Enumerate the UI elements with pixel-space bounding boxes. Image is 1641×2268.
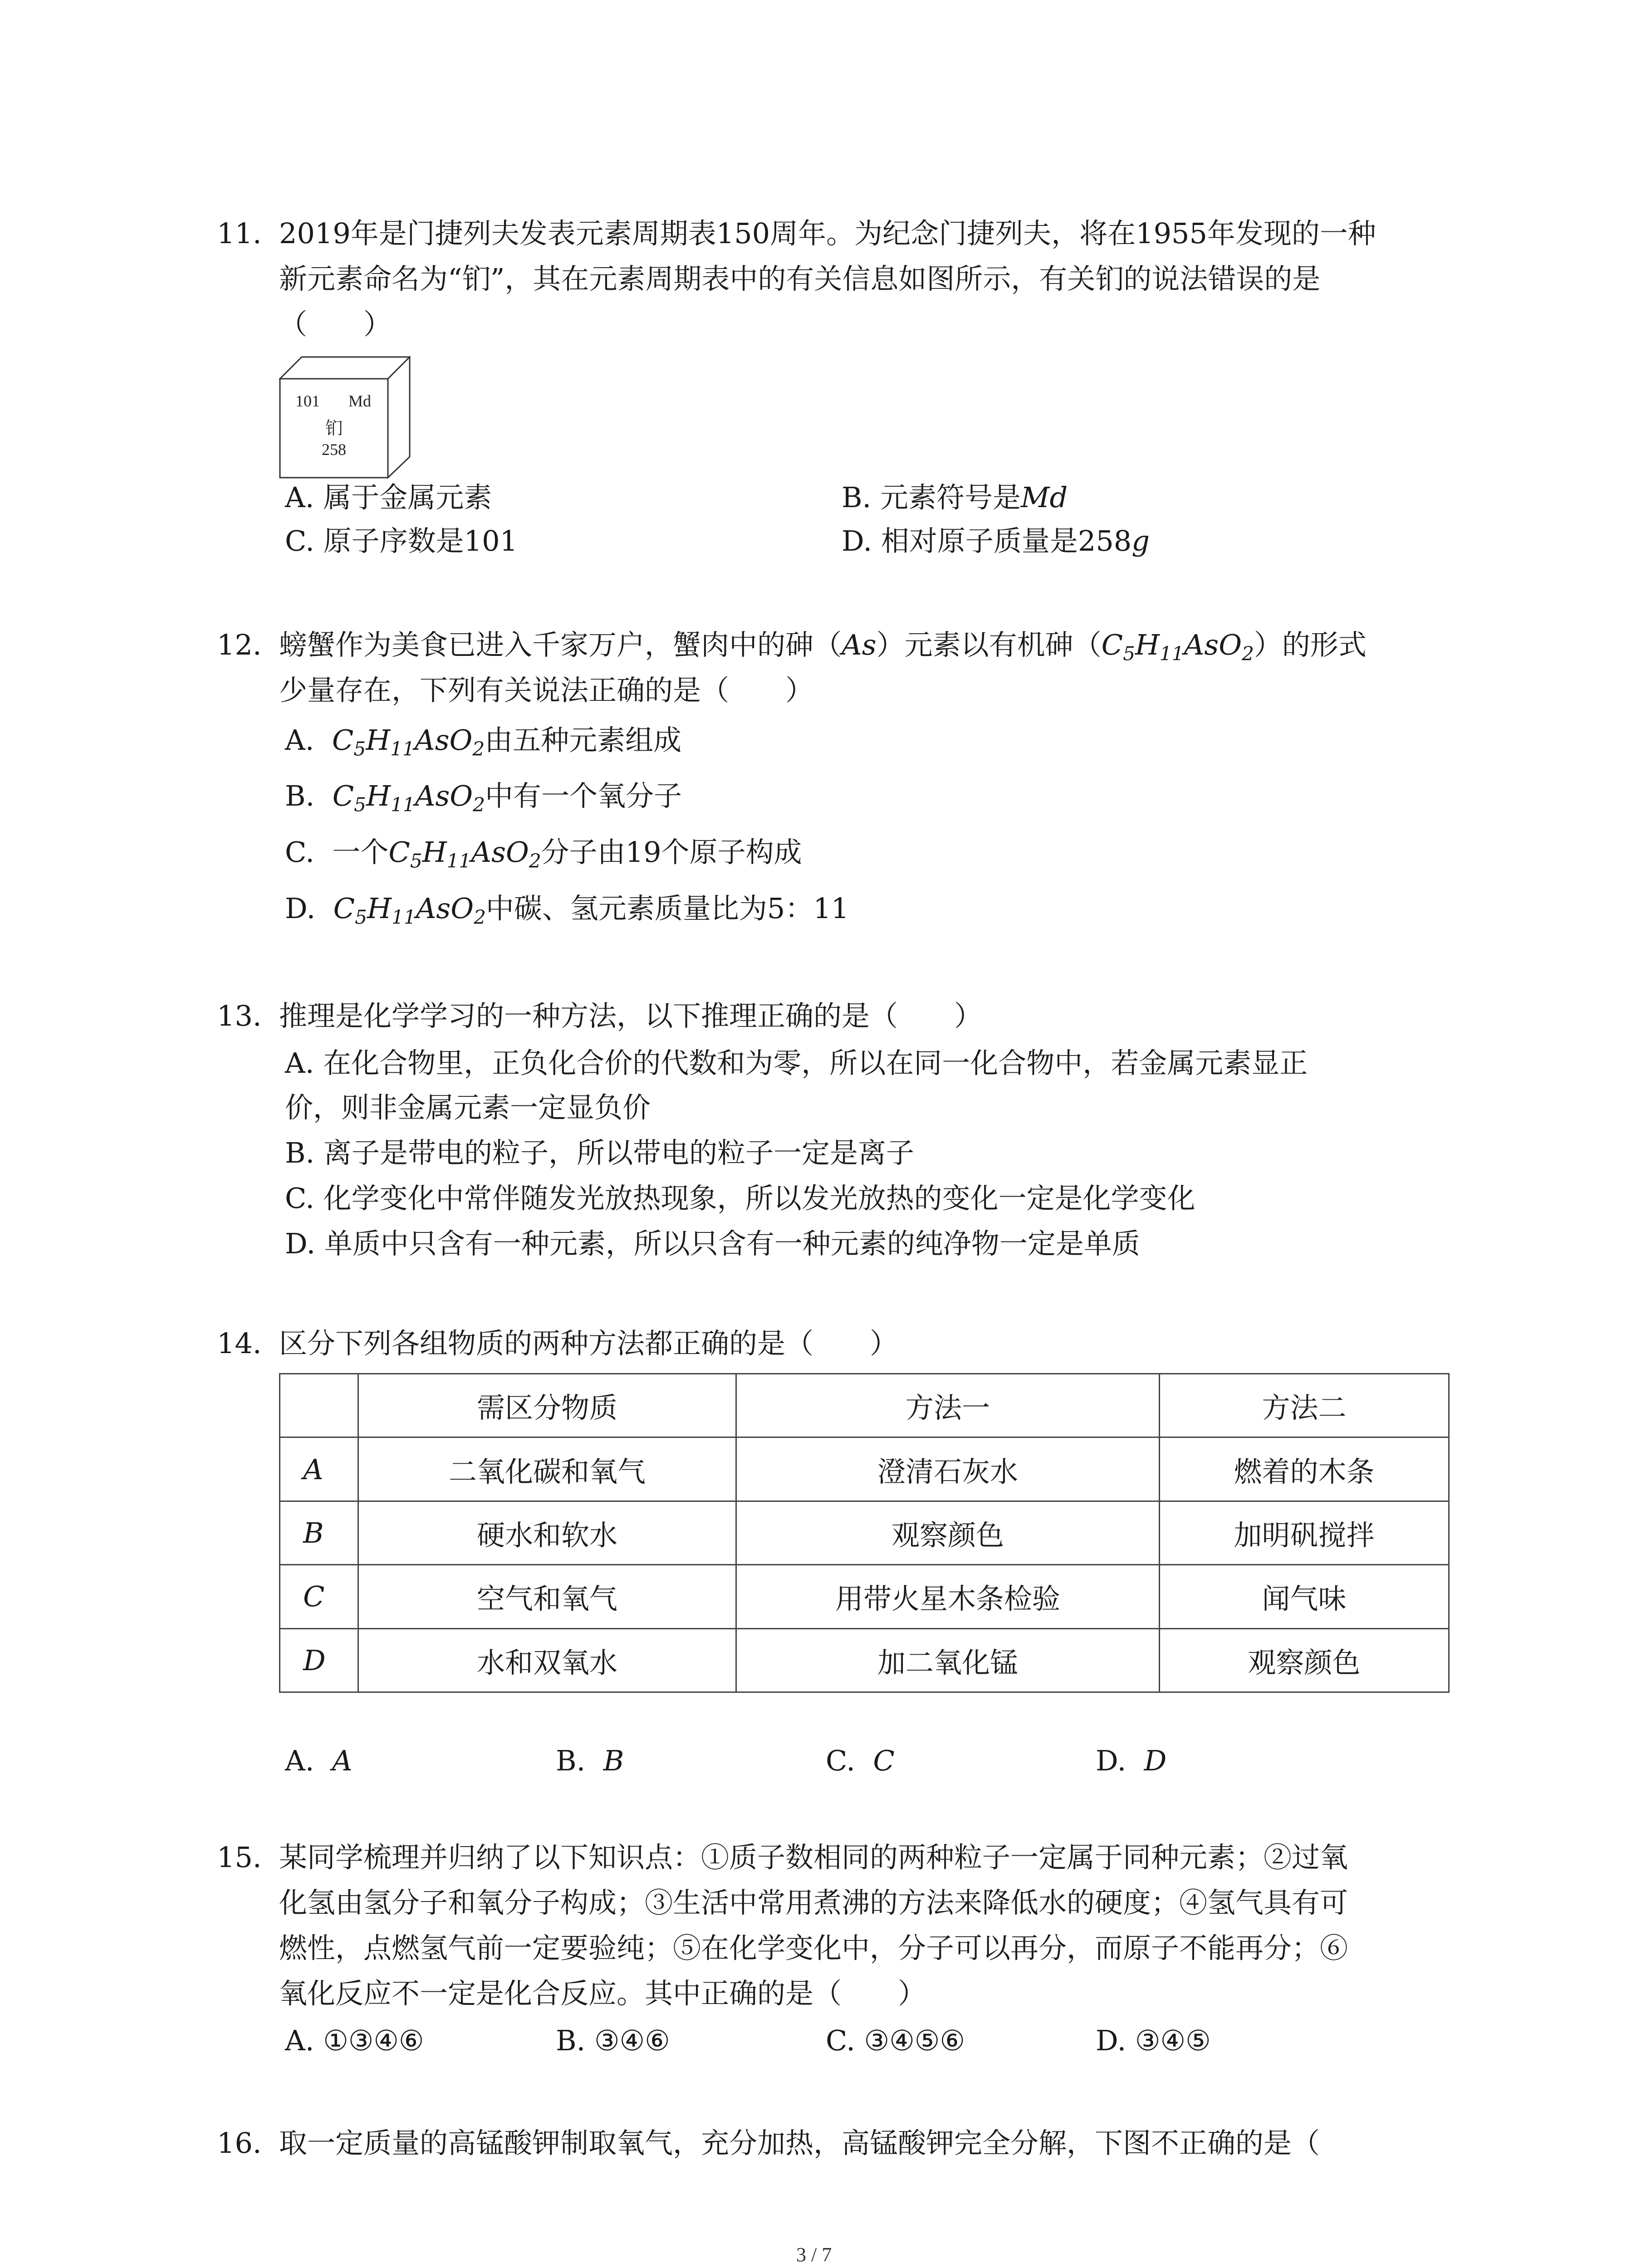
table-header-cell <box>280 1374 358 1437</box>
q11-option-a[interactable]: A. 属于金属元素 <box>285 481 492 514</box>
q15-stem-line1: 某同学梳理并归纳了以下知识点：①质子数相同的两种粒子一定属于同种元素；②过氧 <box>279 1841 1348 1874</box>
table-cell: 观察颜色 <box>1160 1628 1449 1692</box>
q15-stem-line4: 氧化反应不一定是化合反应。其中正确的是（ ） <box>279 1977 926 2010</box>
q11-number: 11. <box>217 217 262 250</box>
q11-option-c[interactable]: C. 原子序数是101 <box>285 524 518 557</box>
atomic-mass: 258 <box>322 440 346 459</box>
q11-stem-line1: 2019年是门捷列夫发表元素周期表150周年。为纪念门捷列夫，将在1955年发现的一种 <box>279 217 1376 250</box>
q12-option-a[interactable]: A. $C_5H_{11}AsO_2$由五种元素组成 <box>285 723 682 760</box>
q15-option-c[interactable]: C. ③④⑤⑥ <box>826 2024 965 2057</box>
page-number: 3 / 7 <box>796 2244 832 2266</box>
q12-number: 12. <box>217 628 262 661</box>
table-cell: 二氧化碳和氧气 <box>358 1437 736 1501</box>
q14-table <box>279 1373 1450 1693</box>
table-cell: 澄清石灰水 <box>736 1437 1160 1501</box>
q12-option-c[interactable]: C. 一个$C_5H_{11}AsO_2$分子由19个原子构成 <box>285 836 802 872</box>
q16-number: 16. <box>217 2126 262 2160</box>
table-cell: A <box>280 1437 358 1501</box>
element-name: 钔 <box>325 418 343 438</box>
q13-option-c[interactable]: C. 化学变化中常伴随发光放热现象，所以发光放热的变化一定是化学变化 <box>285 1182 1195 1215</box>
q12-stem-line1: 螃蟹作为美食已进入千家万户，蟹肉中的砷（As）元素以有机砷$(C_5H_{11}AsO_2)$的形式 <box>279 628 1367 665</box>
q14-option-d[interactable]: D. D <box>1096 1744 1167 1777</box>
table-cell: 燃着的木条 <box>1160 1437 1449 1501</box>
q11-stem-line2: 新元素命名为“钔”，其在元素周期表中的有关信息如图所示，有关钔的说法错误的是 <box>279 262 1321 295</box>
q15-stem-line3: 燃性，点燃氢气前一定要验纯；⑤在化学变化中，分子可以再分，而原子不能再分；⑥ <box>279 1931 1348 1965</box>
table-cell: 空气和氧气 <box>358 1565 736 1628</box>
table-header-cell: 方法二 <box>1160 1374 1449 1437</box>
q15-number: 15. <box>217 1841 262 1874</box>
q15-option-d[interactable]: D. ③④⑤ <box>1096 2024 1211 2057</box>
table-cell: 观察颜色 <box>736 1501 1160 1564</box>
q11-stem-line3: （ ） <box>279 308 392 341</box>
q11-option-b[interactable]: B. 元素符号是Md <box>842 481 1068 514</box>
element-tile-figure <box>279 356 411 479</box>
q13-option-a[interactable]: A. 在化合物里，正负化合价的代数和为零，所以在同一化合物中，若金属元素显正 <box>285 1046 1308 1080</box>
table-cell: 加二氧化锰 <box>736 1628 1160 1692</box>
table-header-cell: 方法一 <box>736 1374 1160 1437</box>
table-cell: 加明矾搅拌 <box>1160 1501 1449 1564</box>
table-cell: B <box>280 1501 358 1564</box>
q14-option-a[interactable]: A. A <box>285 1744 353 1777</box>
table-row <box>280 1501 1449 1564</box>
table-header-row <box>280 1374 1449 1437</box>
q15-option-a[interactable]: A. ①③④⑥ <box>285 2024 424 2057</box>
element-symbol: Md <box>348 392 371 410</box>
q13-number: 13. <box>217 999 262 1032</box>
q13-option-a-cont: 价，则非金属元素一定显负价 <box>285 1091 651 1124</box>
table-cell: C <box>280 1565 358 1628</box>
q14-option-c[interactable]: C. C <box>826 1744 895 1777</box>
q14-stem-line1: 区分下列各组物质的两种方法都正确的是（ ） <box>279 1327 898 1360</box>
q12-stem-line2: 少量存在，下列有关说法正确的是（ ） <box>279 674 814 707</box>
q15-stem-line2: 化氢由氢分子和氧分子构成；③生活中常用煮沸的方法来降低水的硬度；④氢气具有可 <box>279 1886 1348 1919</box>
table-cell: 硬水和软水 <box>358 1501 736 1564</box>
table-cell: D <box>280 1628 358 1692</box>
table-cell: 闻气味 <box>1160 1565 1449 1628</box>
table-row <box>280 1437 1449 1501</box>
table-row <box>280 1565 1449 1628</box>
q14-number: 14. <box>217 1327 262 1360</box>
q13-option-b[interactable]: B. 离子是带电的粒子，所以带电的粒子一定是离子 <box>285 1136 914 1169</box>
q13-option-d[interactable]: D. 单质中只含有一种元素，所以只含有一种元素的纯净物一定是单质 <box>285 1227 1140 1260</box>
q12-option-b[interactable]: B. $C_5H_{11}AsO_2$中有一个氧分子 <box>285 779 682 816</box>
q14-option-b[interactable]: B. B <box>556 1744 624 1777</box>
table-cell: 水和双氧水 <box>358 1628 736 1692</box>
q12-option-d[interactable]: D. $C_5H_{11}AsO_2$中碳、氢元素质量比为5：11 <box>285 892 849 929</box>
table-row <box>280 1628 1449 1692</box>
q11-option-d[interactable]: D. 相对原子质量是258g <box>842 524 1150 557</box>
q15-option-b[interactable]: B. ③④⑥ <box>556 2024 670 2057</box>
q16-stem-line1: 取一定质量的高锰酸钾制取氧气，充分加热，高锰酸钾完全分解，下图不正确的是（ <box>279 2126 1320 2160</box>
atomic-number: 101 <box>295 392 320 410</box>
q13-stem-line1: 推理是化学学习的一种方法，以下推理正确的是（ ） <box>279 999 983 1032</box>
formula: $C_5H_{11}AsO_2$ <box>1101 628 1254 665</box>
table-cell: 用带火星木条检验 <box>736 1565 1160 1628</box>
table-header-cell: 需区分物质 <box>358 1374 736 1437</box>
